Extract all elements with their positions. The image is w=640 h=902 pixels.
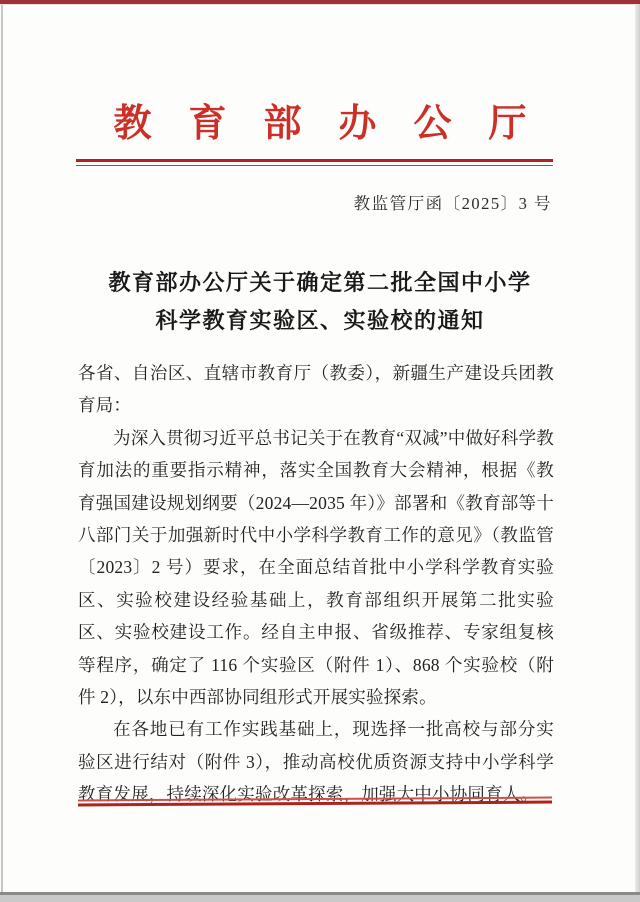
document-title-line2: 科学教育实验区、实验校的通知 — [155, 308, 485, 333]
letterhead-org-name: 教育部办公厅 — [113, 103, 564, 145]
document-number: 教监管厅函〔2025〕3 号 — [353, 194, 552, 213]
body-paragraph-1: 为深入贯彻习近平总书记关于在教育“双减”中做好科学教育加法的重要指示精神，落实全国教育大会精神，根据《教育强国建设规划纲要（2024—2035 年）》部署和《教育部等十八部门关于加强新时代中小学科学教育工作的意见》（教监管〔2023〕2 号）要求，在全面总结首批中小学科学教育实验区、实验校建设经验基础上，教育部组织开展第二批实验区、实验校建设工作。经自主申报、省级推荐、专家组复核等程序，确定了 116 个实验区（附件 1）、868 个实验校（附件 2），以东中西部协同组形式开展实验探索。 — [78, 427, 554, 708]
page-top-edge — [0, 0, 640, 4]
body-paragraph-2: 在各地已有工作实践基础上，现选择一批高校与部分实验区进行结对（附件 3），推动高校优质资源支持中小学科学教育发展，持续深化实验改革探索，加强大中小协同育人。 — [78, 719, 554, 805]
document-body — [78, 357, 554, 811]
document-title — [0, 264, 640, 340]
salutation: 各省、自治区、直辖市教育厅（教委），新疆生产建设兵团教育局： — [78, 363, 554, 416]
letterhead-divider — [76, 159, 553, 166]
page-bottom-shadow — [0, 895, 640, 902]
document-title-line1: 教育部办公厅关于确定第二批全国中小学 — [108, 270, 532, 295]
